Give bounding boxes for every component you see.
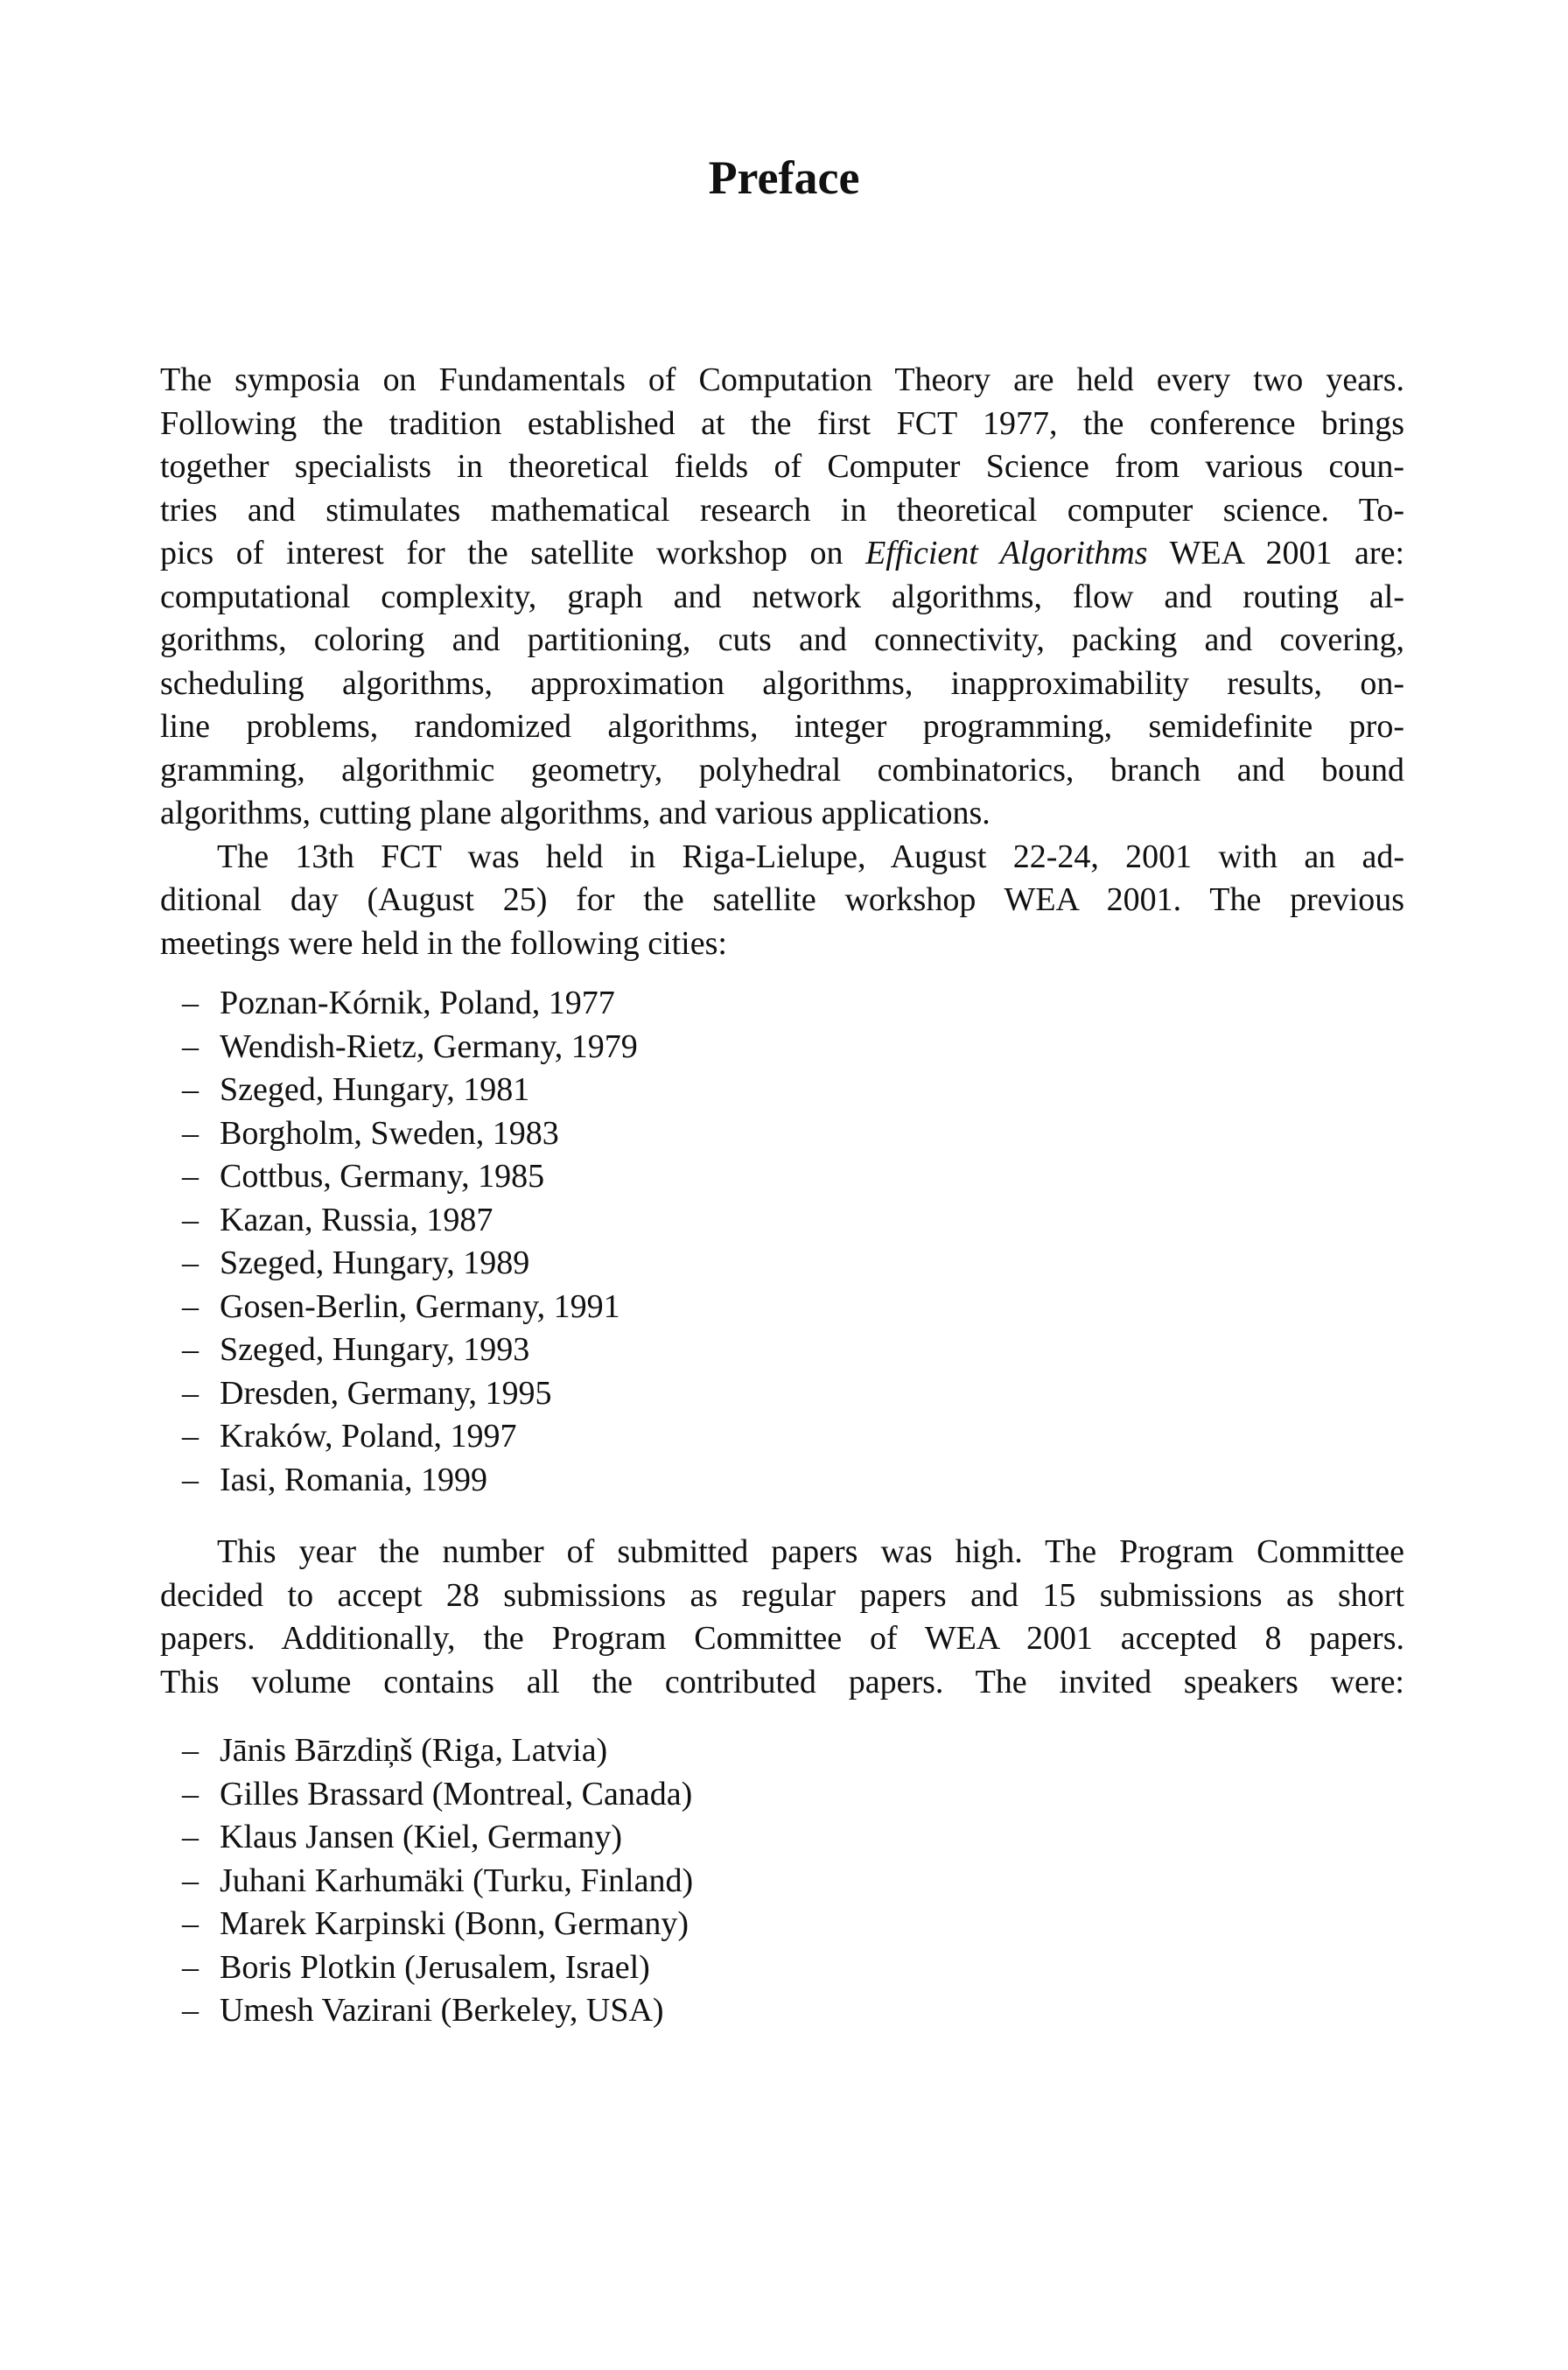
list-item-text: Borgholm, Sweden, 1983 [220,1114,559,1152]
list-item [160,1989,1404,2033]
dash-bullet: – [182,1245,199,1281]
text-line: This volume contains all the contributed papers. The invited speakers were: [160,1663,1404,1700]
list-item [160,1773,1404,1817]
dash-bullet: – [182,1201,199,1238]
italic-title: Efficient Algorithms [865,535,1148,571]
dash-bullet: – [182,1948,199,1986]
list-item [160,1415,1404,1459]
text-line: decided to accept 28 submissions as regular papers and 15 submissions as short [160,1576,1404,1614]
dash-bullet: – [182,1819,199,1855]
list-item [160,1112,1404,1156]
list-item-text: Gilles Brassard (Montreal, Canada) [220,1775,693,1813]
text-line: This year the number of submitted papers was high. The Program Committee [217,1533,1404,1570]
text-line: scheduling algorithms, approximation algorithms, inapproximability results, on- [160,664,1404,702]
text-line: together specialists in theoretical fields of Computer Science from various coun- [160,448,1404,485]
dash-bullet: – [182,1775,199,1813]
list-item [160,1946,1404,1990]
list-item-text: Szeged, Hungary, 1989 [220,1245,530,1281]
list-item [160,1729,1404,1773]
page-title: Preface [708,151,860,204]
list-item [160,1860,1404,1904]
dash-bullet: – [182,1158,199,1195]
text-line: meetings were held in the following cities: [160,924,727,962]
dash-bullet: – [182,1027,199,1065]
text-line: line problems, randomized algorithms, integer programming, semidefinite pro- [160,708,1404,745]
text-line: The symposia on Fundamentals of Computation Theory are held every two years. [160,361,1404,398]
list-item-text: Juhani Karhumäki (Turku, Finland) [220,1862,694,1899]
list-item-text: Iasi, Romania, 1999 [220,1461,488,1498]
list-item-text: Kazan, Russia, 1987 [220,1201,494,1238]
dash-bullet: – [182,1374,199,1412]
dash-bullet: – [182,1732,199,1769]
list-item-text: Wendish-Rietz, Germany, 1979 [220,1027,638,1065]
paragraph-intro [160,359,1404,965]
list-item-text: Umesh Vazirani (Berkeley, USA) [220,1992,664,2029]
list-item-text: Marek Karpinski (Bonn, Germany) [220,1905,690,1942]
list-item [160,1372,1404,1416]
list-item [160,1903,1404,1946]
dash-bullet: – [182,1331,199,1368]
list-item-text: Jānis Bārzdiņš (Riga, Latvia) [220,1732,608,1769]
dash-bullet: – [182,1905,199,1942]
speakers-list [160,1729,1404,2033]
list-item [160,1155,1404,1199]
text-line: tries and stimulates mathematical research in theoretical computer science. To- [160,491,1404,529]
text-line: Following the tradition established at the first FCT 1977, the conference brings [160,404,1404,442]
dash-bullet: – [182,1071,199,1108]
list-item [160,1329,1404,1372]
text-line: The 13th FCT was held in Riga-Lielupe, August 22-24, 2001 with an ad- [217,838,1404,875]
text-line: gorithms, coloring and partitioning, cuts and connectivity, packing and covering, [160,621,1404,658]
list-item [160,1199,1404,1243]
dash-bullet: – [182,1287,199,1325]
cities-list [160,982,1404,1502]
list-item [160,982,1404,1026]
list-item-text: Szeged, Hungary, 1981 [220,1071,530,1108]
text-line: papers. Additionally, the Program Committee of WEA 2001 accepted 8 papers. [160,1620,1404,1657]
list-item-text: Cottbus, Germany, 1985 [220,1158,545,1195]
list-item-text: Szeged, Hungary, 1993 [220,1331,530,1368]
list-item [160,1242,1404,1286]
list-item-text: Gosen-Berlin, Germany, 1991 [220,1287,620,1325]
list-item [160,1026,1404,1069]
text-segment: pics of interest for the satellite workshop on [160,535,866,571]
list-item-text: Dresden, Germany, 1995 [220,1374,552,1412]
dash-bullet: – [182,1992,199,2029]
list-item [160,1286,1404,1329]
list-item-text: Klaus Jansen (Kiel, Germany) [220,1819,623,1855]
list-item-text: Boris Plotkin (Jerusalem, Israel) [220,1948,650,1986]
list-item-text: Poznan-Kórnik, Poland, 1977 [220,985,615,1021]
dash-bullet: – [182,985,199,1021]
list-item [160,1069,1404,1112]
text-line: algorithms, cutting plane algorithms, and various applications. [160,795,990,831]
text-line: computational complexity, graph and network algorithms, flow and routing al- [160,578,1404,615]
paragraph-submissions [160,1531,1404,1704]
list-item-text: Kraków, Poland, 1997 [220,1418,517,1455]
text-segment: WEA 2001 are: [1147,535,1404,571]
dash-bullet: – [182,1418,199,1455]
text-line [160,532,1404,576]
dash-bullet: – [182,1862,199,1899]
text-line: ditional day (August 25) for the satellite workshop WEA 2001. The previous [160,881,1404,918]
list-item [160,1459,1404,1503]
dash-bullet: – [182,1114,199,1152]
dash-bullet: – [182,1461,199,1498]
text-line: gramming, algorithmic geometry, polyhedral combinatorics, branch and bound [160,751,1404,789]
list-item [160,1816,1404,1860]
